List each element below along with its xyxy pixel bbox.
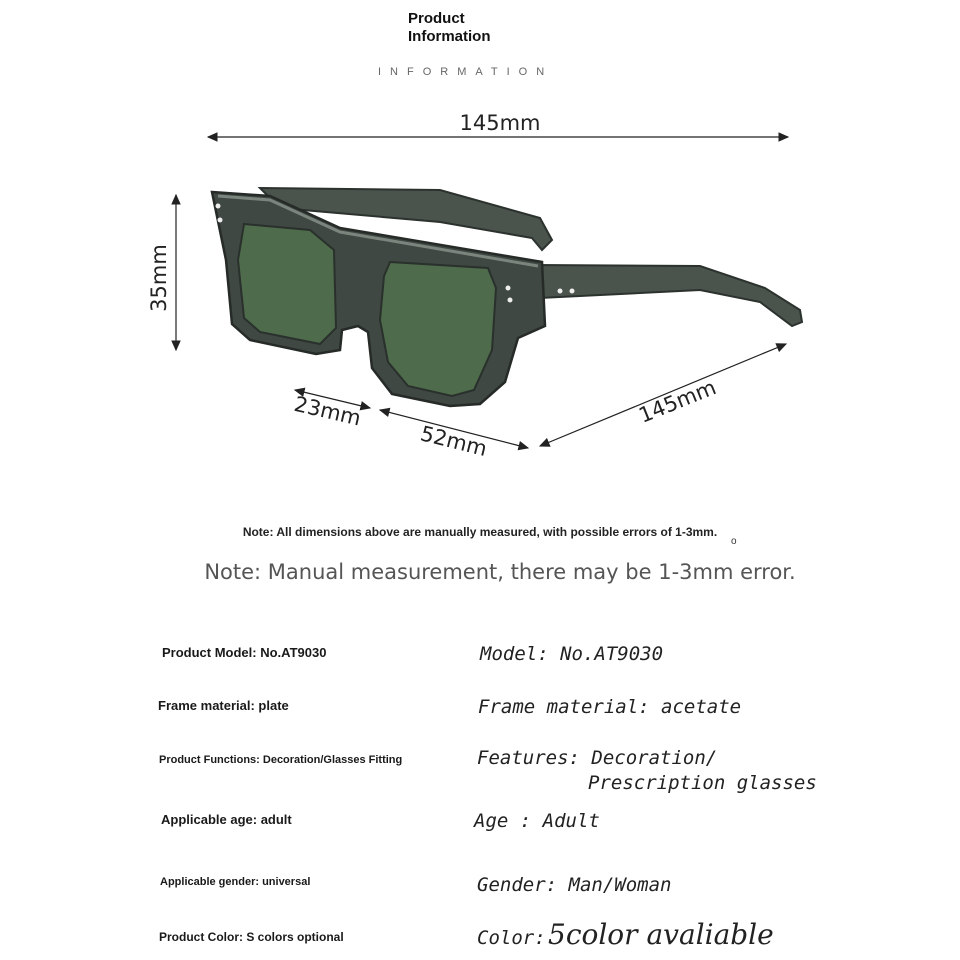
section-title: Product Information	[408, 10, 491, 45]
bridge-label: 23mm	[291, 391, 364, 431]
age-value: Age : Adult	[474, 810, 600, 832]
features-value-continued: Prescription glasses	[588, 772, 817, 794]
spec-model: Product Model: No.AT9030	[162, 645, 327, 660]
spec-color: Product Color: S colors optional	[159, 930, 344, 944]
spec-age: Applicable age: adult	[161, 812, 292, 827]
spec-functions: Product Functions: Decoration/Glasses Fitting	[159, 754, 403, 766]
temple-length-dimension	[540, 344, 786, 446]
color-label: Color:	[477, 927, 546, 949]
total-width-dimension	[208, 111, 788, 137]
material-value: Frame material: acetate	[478, 696, 742, 718]
gender-value: Gender: Man/Woman	[477, 874, 672, 896]
features-value: Features: Decoration/	[477, 747, 718, 769]
section-subtitle: INFORMATION	[378, 66, 554, 78]
sunglasses-image	[212, 188, 802, 406]
lens-width-label: 52mm	[417, 421, 490, 462]
measurement-note: Note: All dimensions above are manually measured, with possible errors of 1-3mm.	[242, 525, 718, 539]
measurement-note-alt: Note: Manual measurement, there may be 1-3mm error.	[204, 560, 796, 584]
bridge-dimension	[292, 390, 370, 430]
spec-material: Frame material: plate	[158, 698, 289, 713]
model-value: Model: No.AT9030	[480, 643, 664, 665]
glasses-dimension-diagram	[140, 100, 820, 480]
color-value: 5color avaliable	[548, 918, 774, 951]
total-width-label: 145mm	[459, 111, 541, 135]
lens-width-dimension	[380, 410, 528, 461]
degree-mark: o	[731, 536, 737, 547]
lens-height-dimension	[147, 195, 176, 350]
temple-length-label: 145mm	[635, 375, 720, 428]
spec-gender: Applicable gender: universal	[160, 876, 311, 888]
lens-height-label: 35mm	[147, 244, 171, 312]
